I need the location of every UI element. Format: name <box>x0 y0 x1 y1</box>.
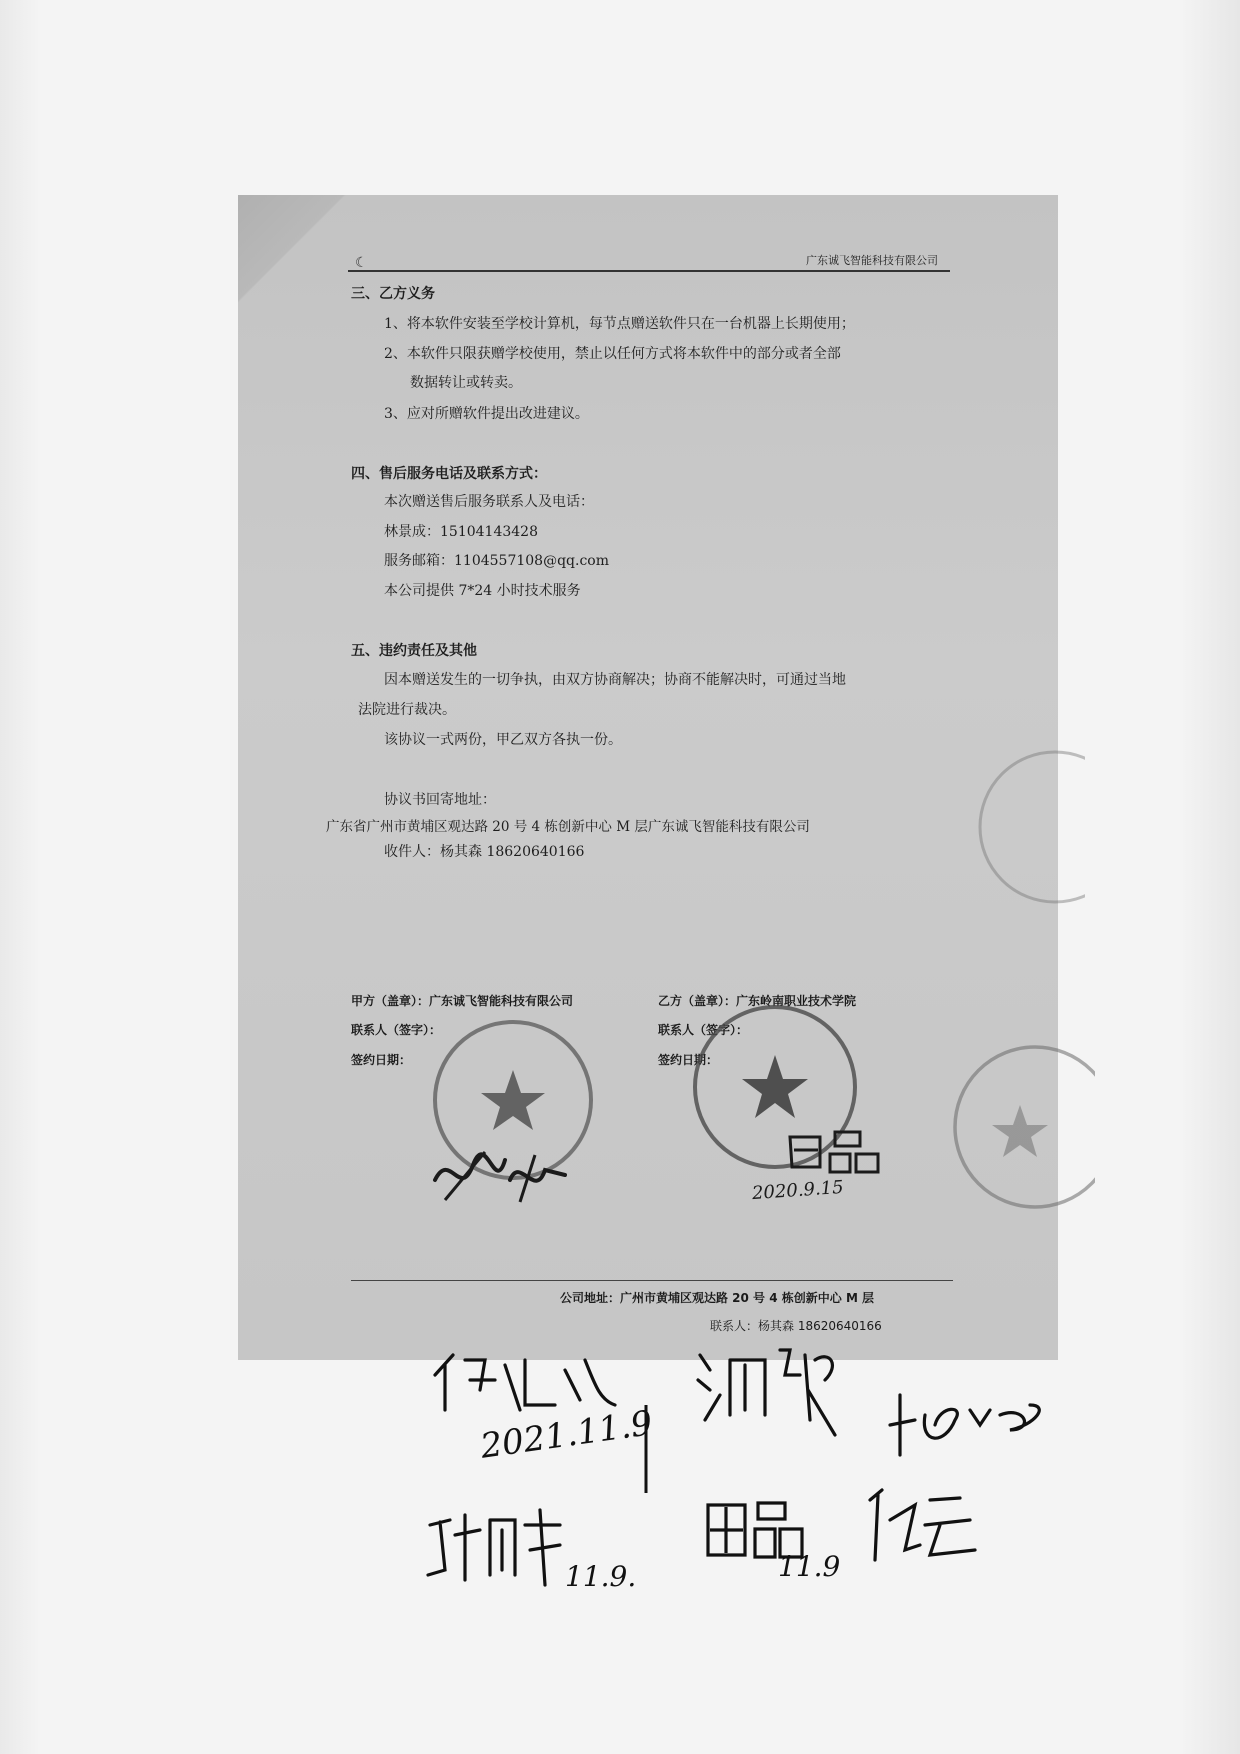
section5-line2: 该协议一式两份，甲乙双方各执一份。 <box>384 732 622 748</box>
party-a-label: 甲方（盖章）：广东诚飞智能科技有限公司 <box>351 994 574 1008</box>
handwritten-signature-4 <box>420 1500 570 1590</box>
section5-title: 五、违约责任及其他 <box>351 643 477 659</box>
section4-line2: 林景成：15104143428 <box>384 524 538 540</box>
party-b-date-label: 签约日期： <box>658 1053 719 1067</box>
section3-title: 三、乙方义务 <box>351 286 435 302</box>
section4-line4: 本公司提供 7*24 小时技术服务 <box>384 583 581 599</box>
section4-title: 四、售后服务电话及联系方式： <box>351 466 547 482</box>
outer-company-seal-top <box>975 745 1085 910</box>
party-b-label: 乙方（盖章）：广东岭南职业技术学院 <box>658 994 857 1008</box>
handwritten-signature-6 <box>860 1480 990 1565</box>
handwritten-signature-3 <box>885 1385 1055 1460</box>
footer-contact: 联系人：杨其森 18620640166 <box>710 1319 882 1333</box>
party-a-date-label: 签约日期： <box>351 1053 412 1067</box>
footer-address: 公司地址：广州市黄埔区观达路 20 号 4 栋创新中心 M 层 <box>560 1291 875 1305</box>
section3-item3: 3、应对所赠软件提出改进建议。 <box>384 406 589 422</box>
section3-item2-line1: 2、本软件只限获赠学校使用，禁止以任何方式将本软件中的部分或者全部 <box>384 346 841 362</box>
section5-line1a: 因本赠送发生的一切争执，由双方协商解决；协商不能解决时，可通过当地 <box>384 672 846 688</box>
footer-rule <box>351 1280 953 1281</box>
section5-line1b: 法院进行裁决。 <box>358 702 456 718</box>
section3-item2-line2: 数据转让或转卖。 <box>410 375 522 391</box>
handwritten-date-3: 11.9 <box>778 1550 841 1583</box>
section5-line5: 收件人：杨其森 18620640166 <box>384 844 585 860</box>
handwritten-stroke <box>640 1405 652 1495</box>
outer-school-seal-right <box>945 1035 1095 1220</box>
party-b-contact-label: 联系人（签字）： <box>658 1023 749 1037</box>
header-company: 广东诚飞智能科技有限公司 <box>806 254 938 267</box>
party-a-contact-label: 联系人（签字）： <box>351 1023 442 1037</box>
party-a-handwritten-signature <box>425 1140 575 1215</box>
section5-line3: 协议书回寄地址： <box>384 792 496 808</box>
photocopied-agreement-page <box>238 195 1058 1360</box>
handwritten-signature-1 <box>425 1345 625 1420</box>
handwritten-signature-2 <box>690 1335 850 1440</box>
company-logo-icon: ☾ <box>355 255 368 271</box>
section5-line4: 广东省广州市黄埔区观达路 20 号 4 栋创新中心 M 层广东诚飞智能科技有限公司 <box>326 819 810 835</box>
handwritten-date-1: 2021.11.9 <box>478 1403 655 1467</box>
handwritten-date-2: 11.9. <box>565 1560 637 1593</box>
header-rule <box>348 270 950 272</box>
section4-line3: 服务邮箱：1104557108@qq.com <box>384 553 609 569</box>
party-b-sign-date: 2020.9.15 <box>751 1176 845 1205</box>
section4-line1: 本次赠送售后服务联系人及电话： <box>384 494 594 510</box>
section3-item1: 1、将本软件安装至学校计算机，每节点赠送软件只在一台机器上长期使用； <box>384 316 855 332</box>
folded-corner <box>238 195 348 305</box>
